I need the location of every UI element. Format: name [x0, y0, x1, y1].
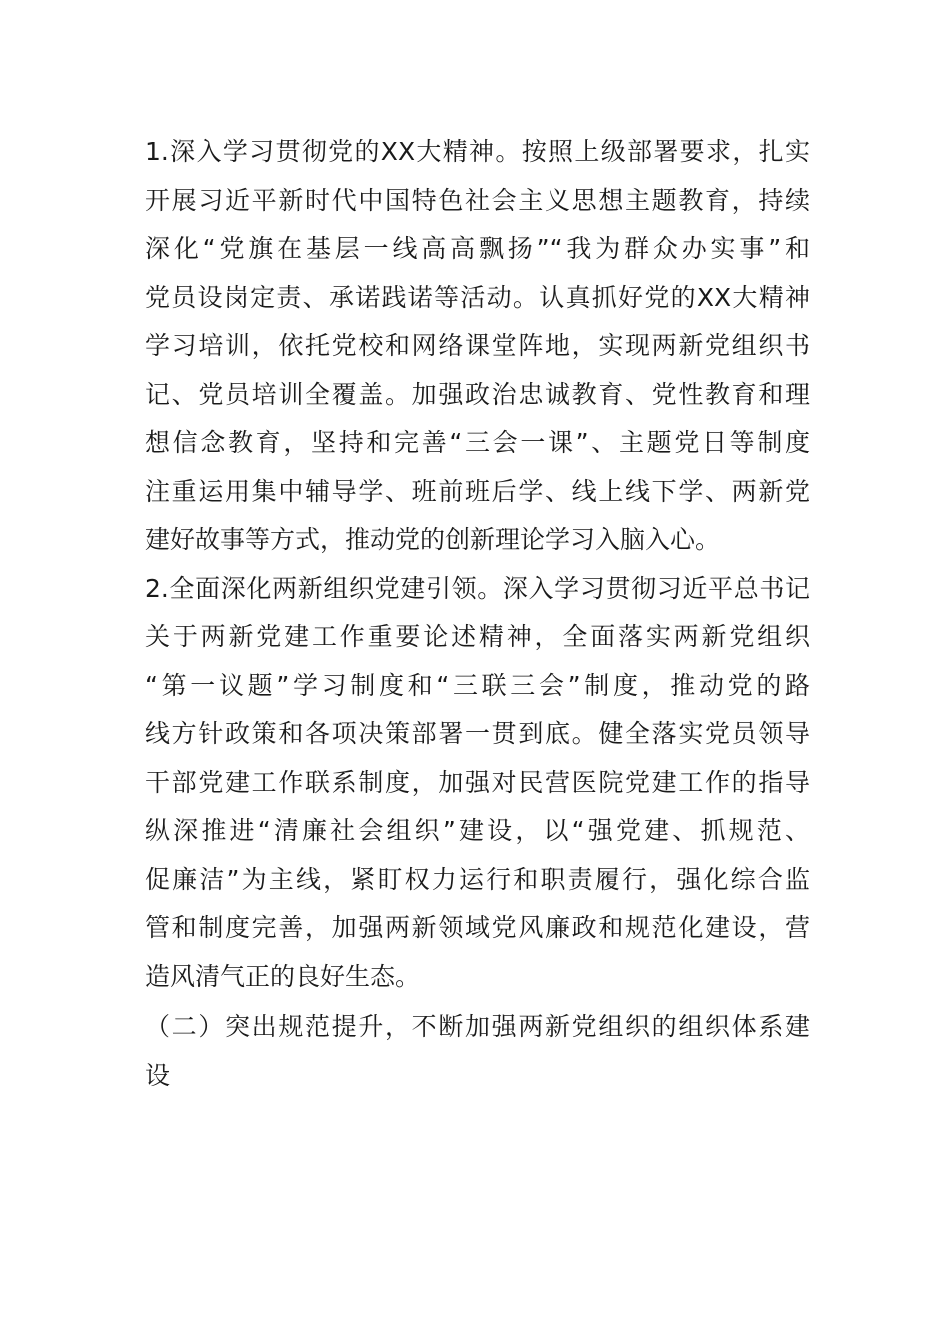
text-line: 记、党员培训全覆盖。加强政治忠诚教育、党性教育和理: [145, 379, 810, 409]
text-line: 促廉洁”为主线，紧盯权力运行和职责履行，强化综合监: [145, 864, 810, 894]
heading-line: 设: [145, 1060, 171, 1090]
section-heading: [145, 1003, 810, 1100]
text-line: 2.全面深化两新组织党建引领。深入学习贯彻习近平总书记: [145, 573, 810, 603]
text-line: 建好故事等方式，推动党的创新理论学习入脑入心。: [145, 525, 721, 554]
text-line: 线方针政策和各项决策部署一贯到底。健全落实党员领导: [145, 719, 810, 748]
text-line: “第一议题”学习制度和“三联三会”制度，推动党的路: [145, 670, 810, 700]
paragraph-party-building: [145, 565, 810, 1002]
text-line: 干部党建工作联系制度，加强对民营医院党建工作的指导: [145, 767, 810, 797]
paragraph-study-spirit: [145, 128, 810, 565]
heading-line: （二）突出规范提升，不断加强两新党组织的组织体系建: [145, 1012, 810, 1041]
document-body: [145, 128, 810, 1100]
text-line: 管和制度完善，加强两新领域党风廉政和规范化建设，营: [145, 913, 810, 942]
text-line: 纵深推进“清廉社会组织”建设，以“强党建、抓规范、: [145, 816, 810, 845]
text-line: 学习培训，依托党校和网络课堂阵地，实现两新党组织书: [145, 331, 810, 360]
text-line: 1.深入学习贯彻党的XX大精神。按照上级部署要求，扎实: [145, 137, 810, 166]
text-line: 造风清气正的良好生态。: [145, 961, 421, 991]
text-line: 想信念教育，坚持和完善“三会一课”、主题党日等制度: [145, 428, 810, 457]
text-line: 深化“党旗在基层一线高高飘扬”“我为群众办实事”和: [145, 234, 810, 263]
text-line: 注重运用集中辅导学、班前班后学、线上线下学、两新党: [145, 476, 810, 506]
text-line: 党员设岗定责、承诺践诺等活动。认真抓好党的XX大精神: [145, 282, 810, 312]
text-line: 开展习近平新时代中国特色社会主义思想主题教育，持续: [145, 185, 810, 215]
text-line: 关于两新党建工作重要论述精神，全面落实两新党组织: [145, 622, 810, 651]
